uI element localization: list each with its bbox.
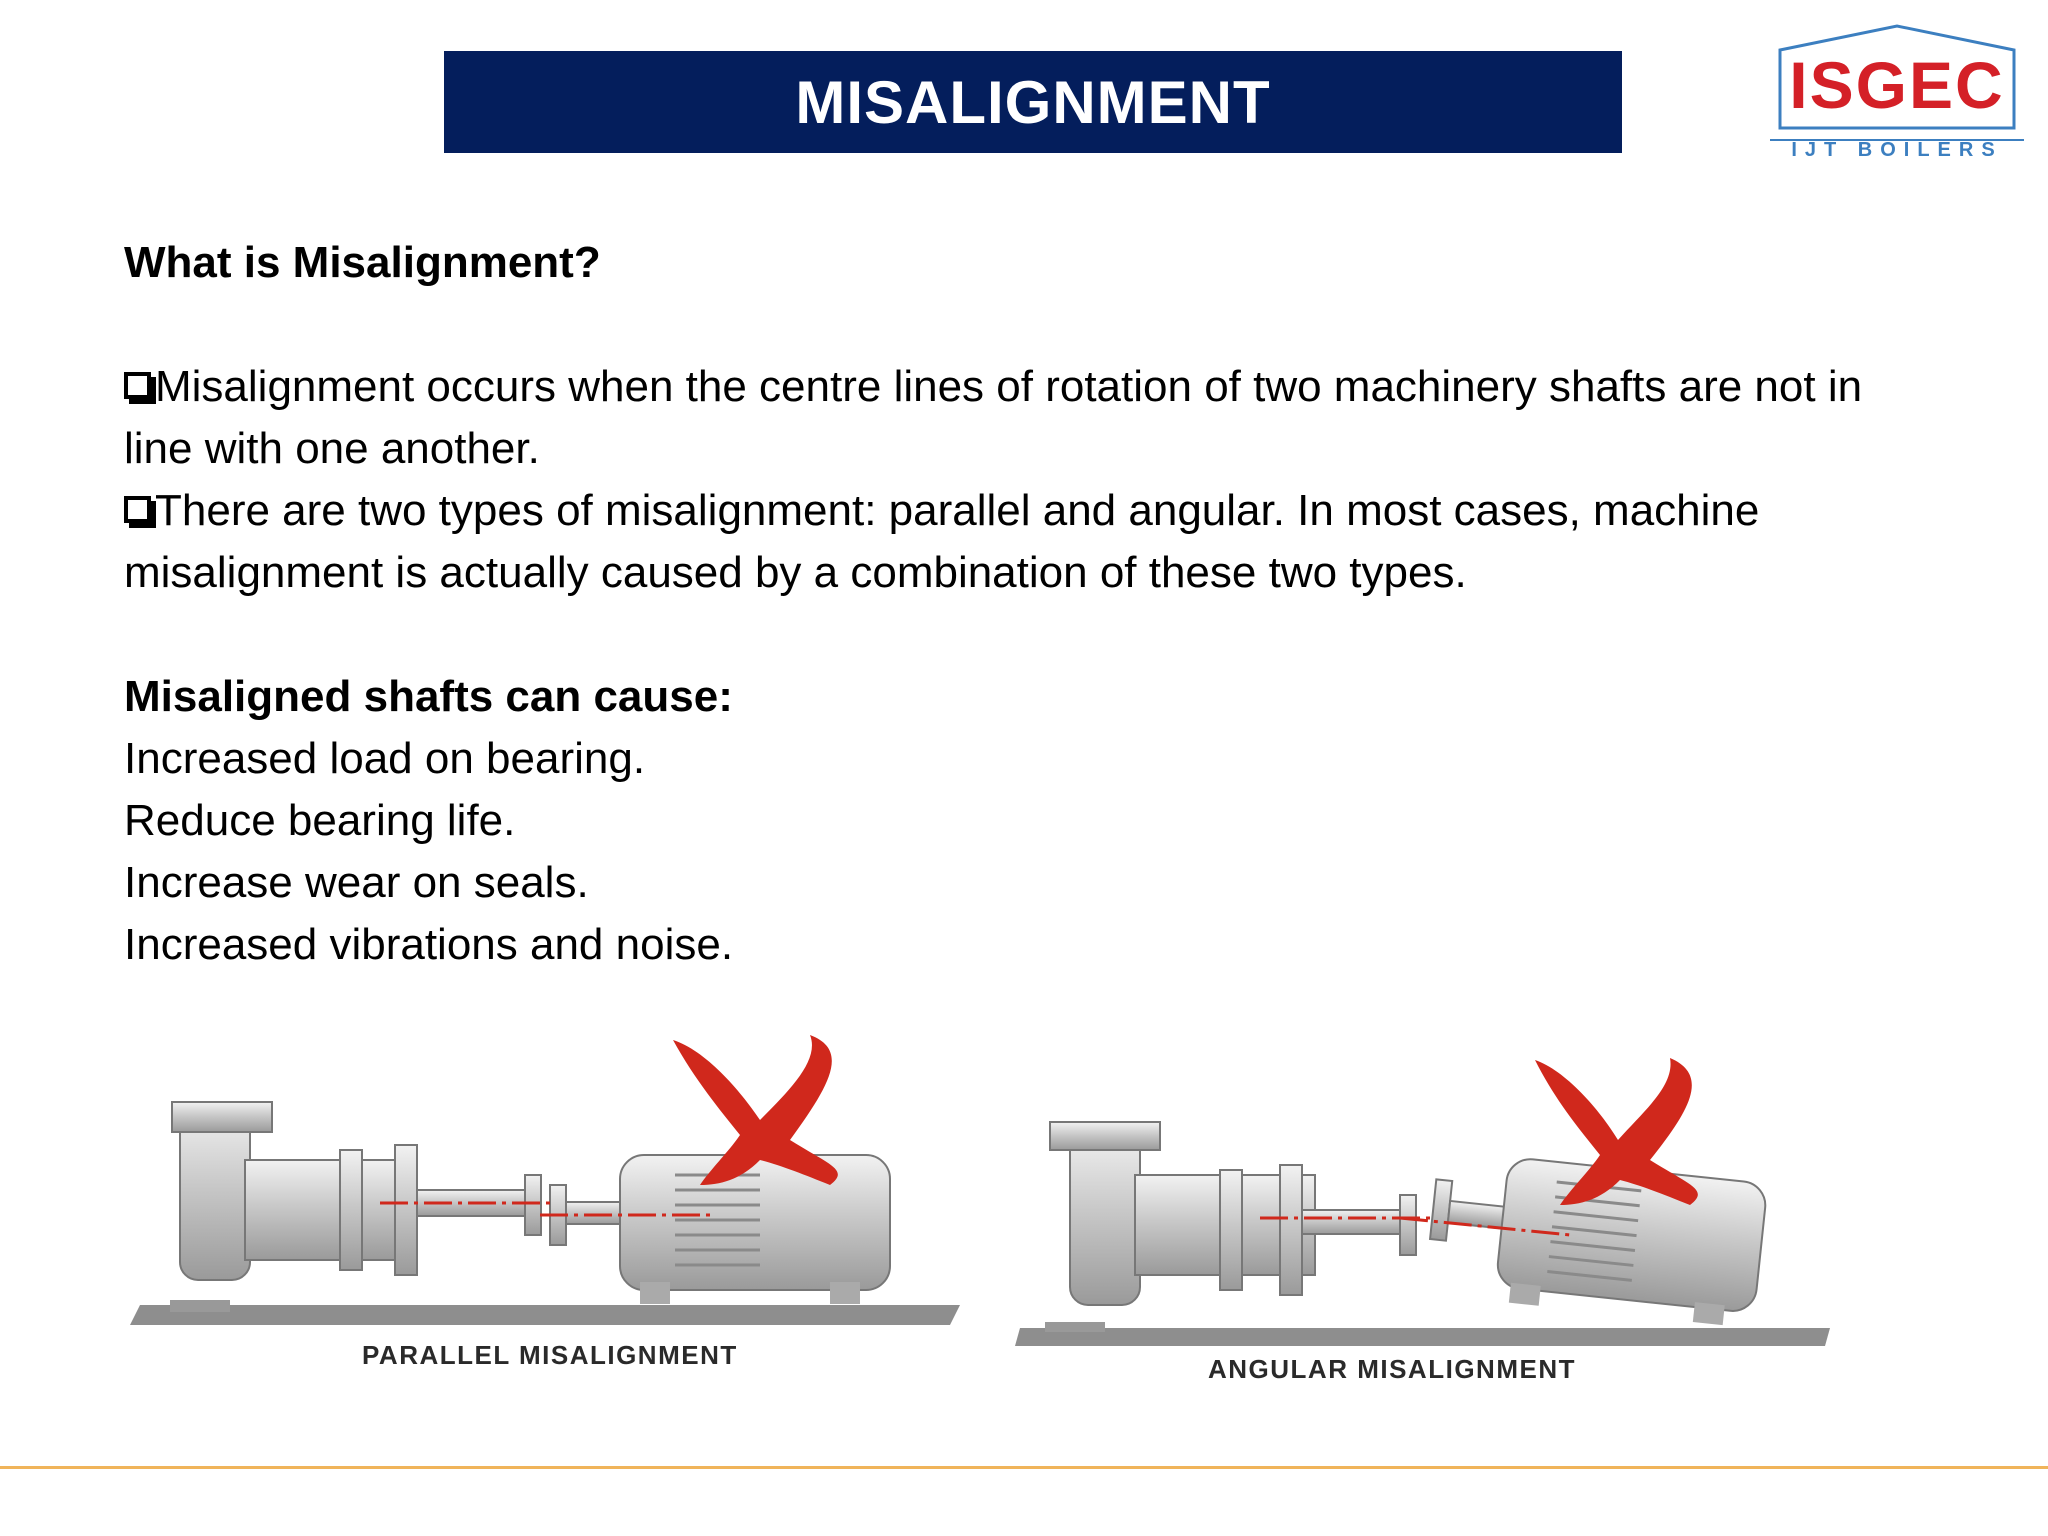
bullet-item [124,356,1904,480]
footer-rule [0,1466,2048,1469]
parallel-misalignment-illustration [130,1010,970,1340]
angular-misalignment-illustration [1010,1050,1840,1350]
effect-item: Increase wear on seals. [124,858,589,907]
effect-item: Increased load on bearing. [124,734,646,783]
figure-caption: ANGULAR MISALIGNMENT [1208,1354,1576,1384]
effect-item: Reduce bearing life. [124,796,516,845]
checkbox-bullet-icon [124,496,151,523]
effect-item: Increased vibrations and noise. [124,920,734,969]
checkbox-bullet-icon [124,372,151,399]
logo-brand: ISGEC [1789,48,2005,122]
slide-body [124,232,1904,976]
logo-tagline: IJT BOILERS [1791,139,2003,161]
isgec-logo [1762,18,2032,168]
effects-heading: Misaligned shafts can cause: [124,672,733,721]
bullet-text: Misalignment occurs when the centre lines of rotation of two machinery shafts are not in line with one another. [124,362,1863,473]
figure-caption: PARALLEL MISALIGNMENT [362,1340,738,1370]
page-title: MISALIGNMENT [795,68,1271,136]
bullet-item [124,480,1904,604]
title-bar [444,51,1622,153]
intro-heading: What is Misalignment? [124,238,601,287]
bullet-text: There are two types of misalignment: parallel and angular. In most cases, machine misalignment is actually caused by a combination of these two types. [124,486,1760,597]
